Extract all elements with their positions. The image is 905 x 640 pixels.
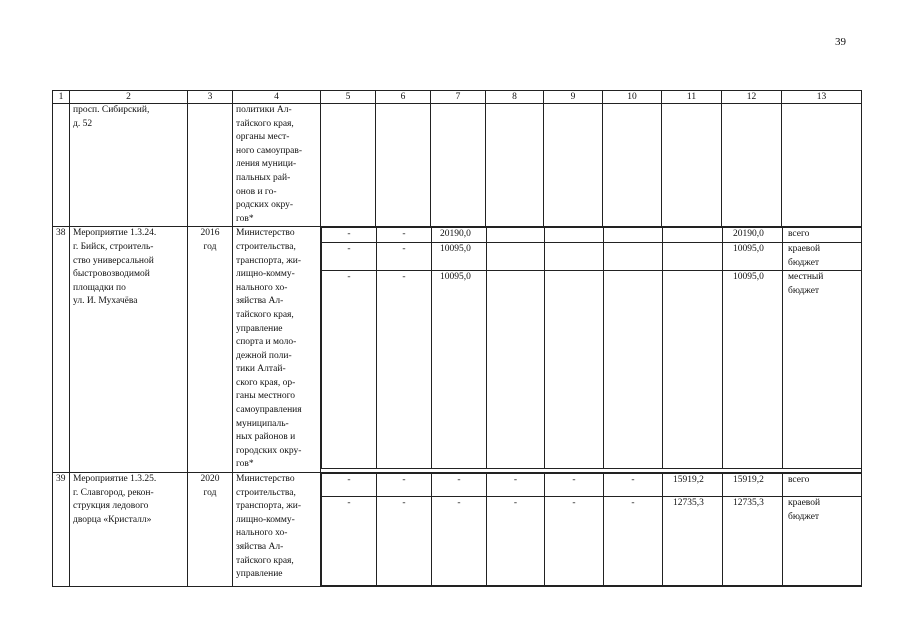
header-cell: 12 <box>722 91 782 104</box>
funding-line-regional: - - - - - - 12735,3 12735,3 краевой бюджет <box>322 497 862 586</box>
funding-block <box>321 473 862 587</box>
header-cell: 2 <box>70 91 188 104</box>
funding-line-total: - - - - - - 15919,2 15919,2 всего <box>322 474 862 497</box>
funding-lines <box>321 227 862 469</box>
header-cell: 3 <box>188 91 233 104</box>
activity-address: просп. Сибирский, д. 52 <box>70 104 188 227</box>
funding-line-local: - - 10095,0 10095,0 местный бюджет <box>322 271 862 469</box>
header-cell: 6 <box>376 91 431 104</box>
header-cell: 7 <box>431 91 486 104</box>
funding-line-total: - - 20190,0 20190,0 всего <box>322 228 862 243</box>
year-cell: 2016 год <box>188 227 233 473</box>
activity-name: Мероприятие 1.3.24. г. Бийск, строитель- ство универсальной быстровозводимой площадки по ул. И. Мухачёва <box>70 227 188 473</box>
executor-text: Министерство строительства, транспорта, жи- лищно-комму- нального хо- зяйства Ал- тайского края, управление спорта и моло- дежной поли- тики Алтай- ского края, ор- ганы местного самоуправления муниципаль- ных районов и городских окру- гов* <box>233 227 321 473</box>
table-row-38 <box>53 227 862 473</box>
program-table <box>52 90 862 587</box>
funding-lines <box>321 473 862 586</box>
row-number: 39 <box>53 473 70 587</box>
funding-line-regional: - - 10095,0 10095,0 краевой бюджет <box>322 242 862 270</box>
table-row-39 <box>53 473 862 587</box>
page-number: 39 <box>835 36 846 48</box>
funding-block <box>321 227 862 473</box>
header-cell: 10 <box>603 91 662 104</box>
year-cell: 2020 год <box>188 473 233 587</box>
row-number: 38 <box>53 227 70 473</box>
executor-text: политики Ал- тайского края, органы мест- ного самоуправ- ления муници- пальных рай- онов и го- родских окру- гов* <box>233 104 321 227</box>
executor-text: Министерство строительства, транспорта, жи- лищно-комму- нального хо- зяйства Ал- тайского края, управление <box>233 473 321 587</box>
activity-name: Мероприятие 1.3.25. г. Славгород, рекон- струкция ледового дворца «Кристалл» <box>70 473 188 587</box>
header-cell: 9 <box>544 91 603 104</box>
table-row-continuation <box>53 104 862 227</box>
header-cell: 8 <box>486 91 544 104</box>
header-cell: 5 <box>321 91 376 104</box>
header-cell: 11 <box>662 91 722 104</box>
header-cell: 1 <box>53 91 70 104</box>
header-row <box>53 91 862 104</box>
header-cell: 4 <box>233 91 321 104</box>
header-cell: 13 <box>782 91 862 104</box>
